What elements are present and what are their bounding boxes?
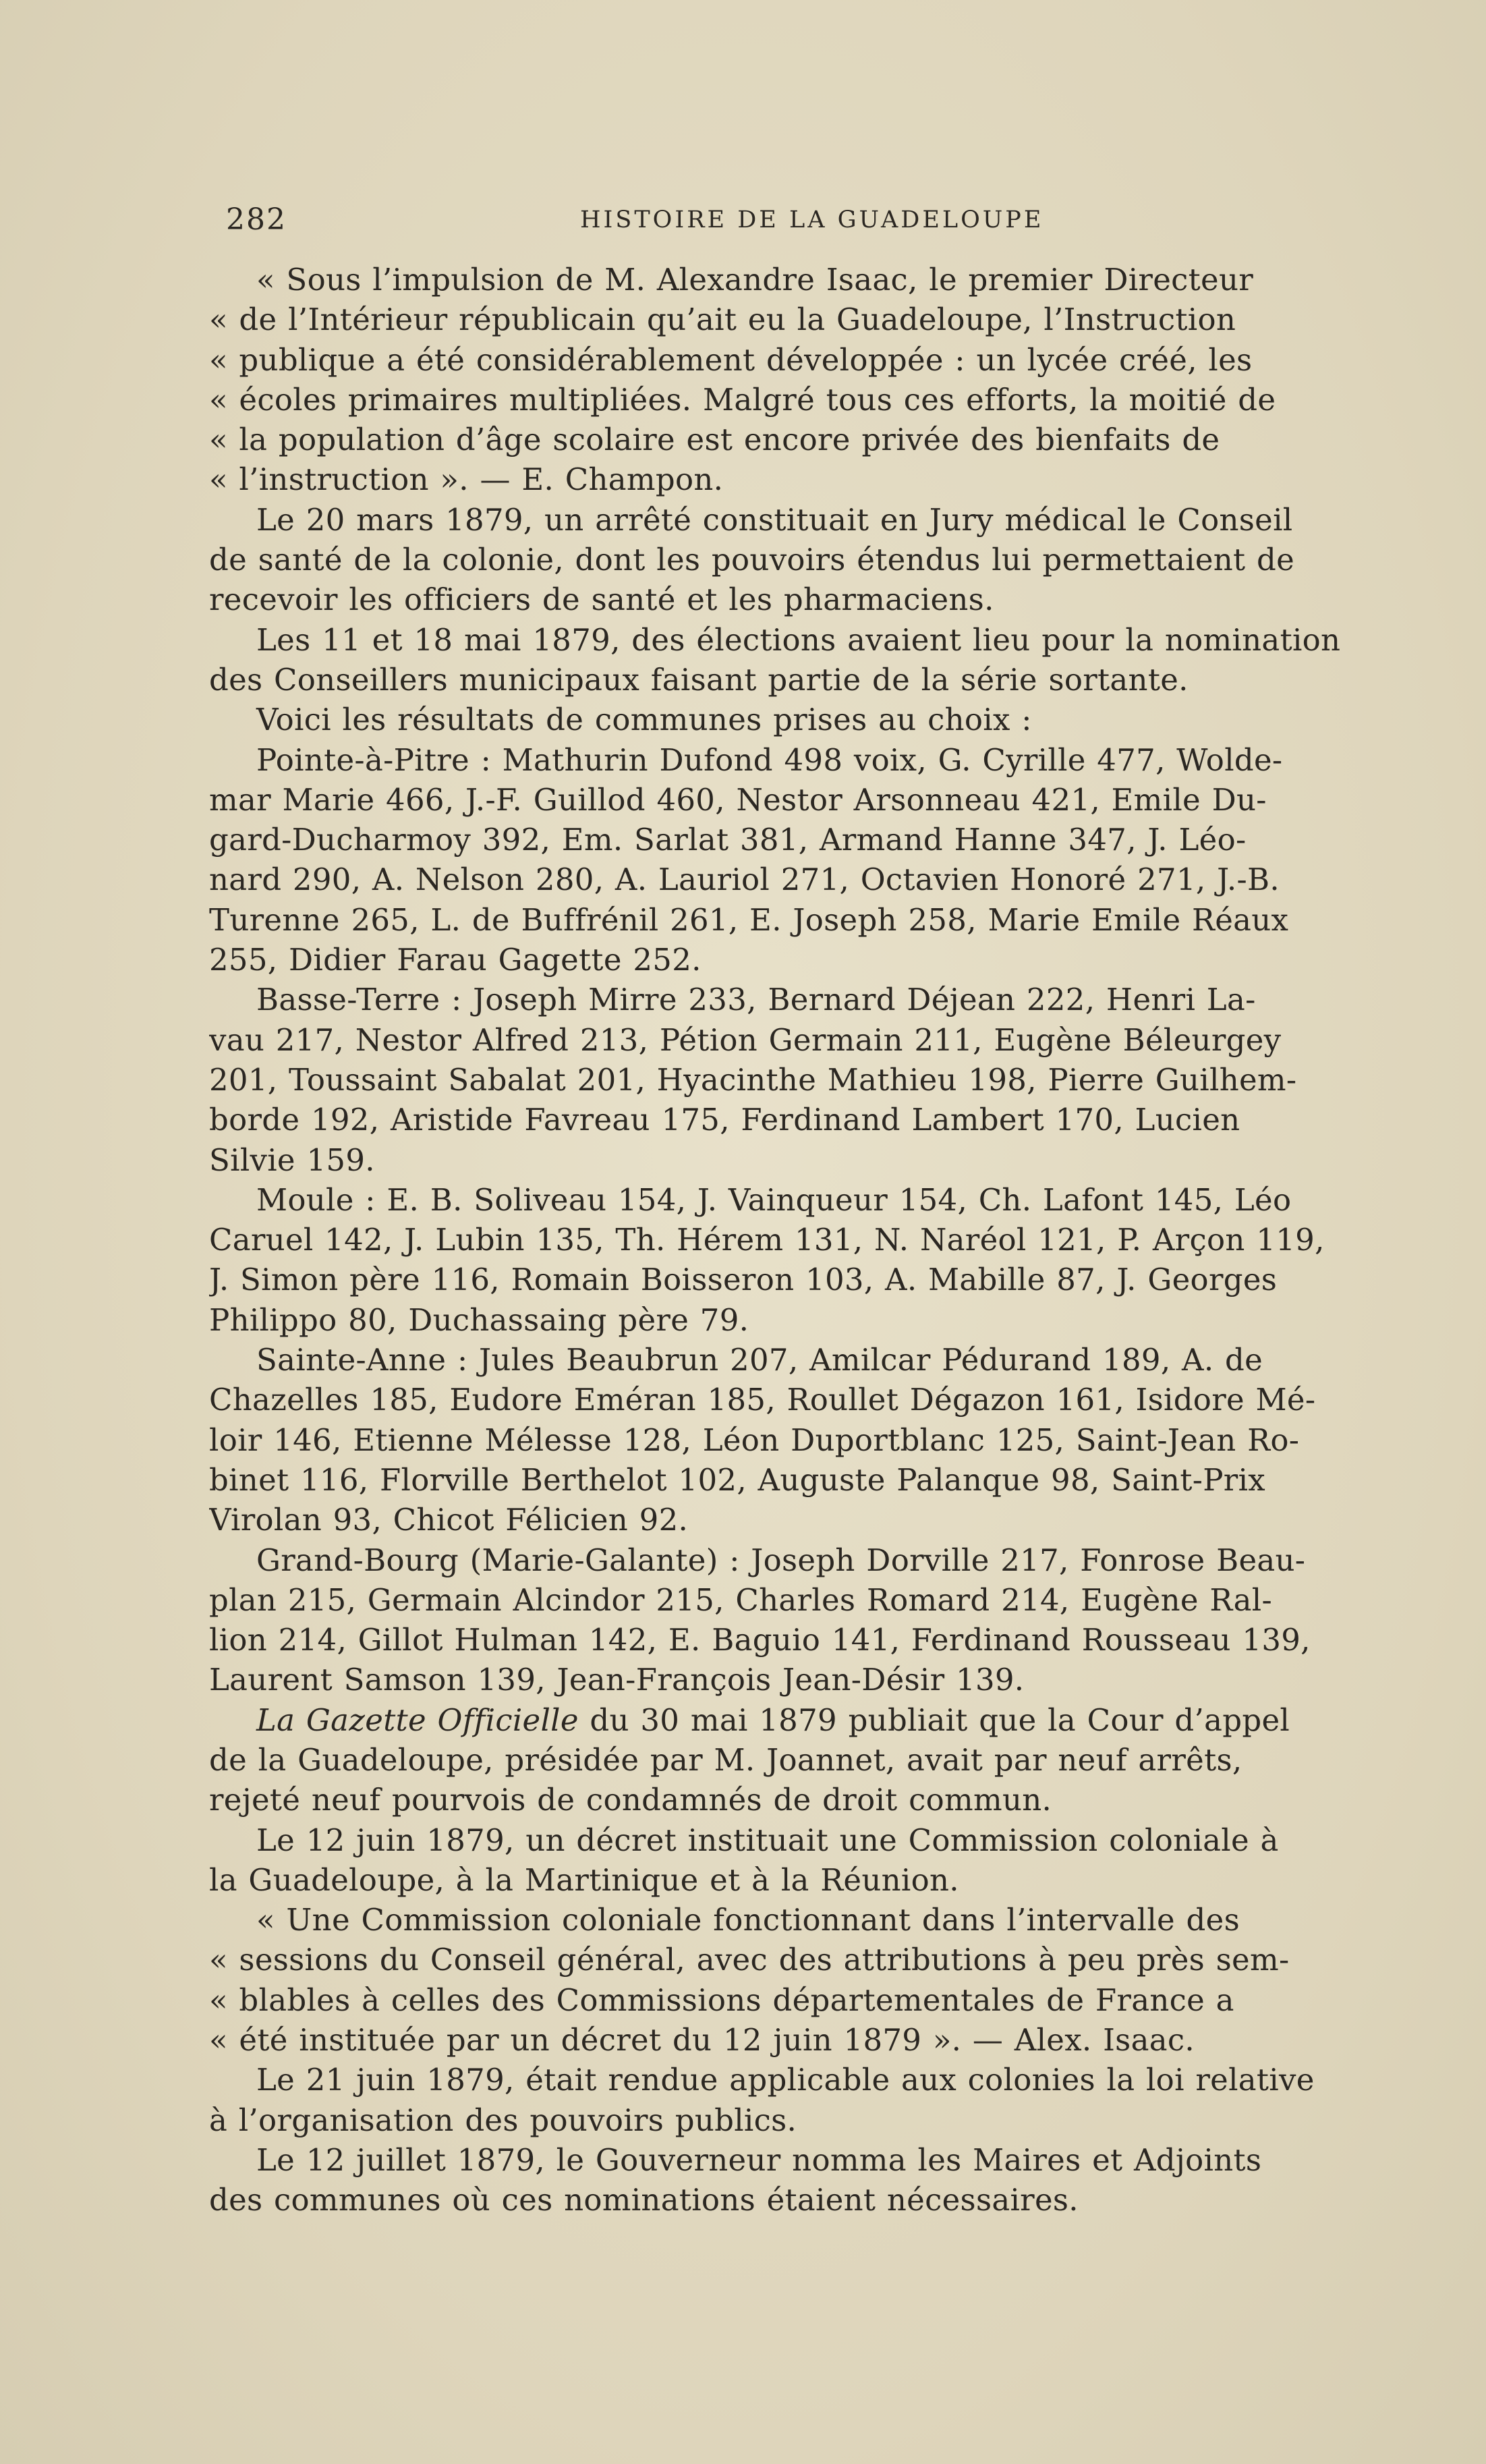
- page-number: 282: [226, 202, 287, 237]
- text-span: Voici les résultats de communes prises au choix :: [256, 702, 1032, 738]
- text-line: [209, 1100, 1423, 1140]
- text-line: [209, 1020, 1423, 1060]
- text-span: Pointe-à-Pitre : Mathurin Dufond 498 voix, G. Cyrille 477, Wolde-: [256, 741, 1283, 778]
- text-line: [209, 660, 1423, 700]
- text-span: 201, Toussaint Sabalat 201, Hyacinthe Mathieu 198, Pierre Guilhem-: [209, 1061, 1297, 1098]
- text-span: loir 146, Etienne Mélesse 128, Léon Duportblanc 125, Saint-Jean Ro-: [209, 1422, 1300, 1458]
- text-span: de santé de la colonie, dont les pouvoirs étendus lui permettaient de: [209, 542, 1295, 578]
- text-span: nard 290, A. Nelson 280, A. Lauriol 271, Octavien Honoré 271, J.-B.: [209, 862, 1280, 898]
- text-span: gard-Ducharmoy 392, Em. Sarlat 381, Armand Hanne 347, J. Léo-: [209, 822, 1247, 858]
- text-line: [209, 820, 1423, 860]
- text-span: de la Guadeloupe, présidée par M. Joannet, avait par neuf arrêts,: [209, 1741, 1242, 1778]
- text-line: [209, 1340, 1423, 1380]
- text-line: [209, 1860, 1423, 1900]
- text-span: Laurent Samson 139, Jean-François Jean-Désir 139.: [209, 1662, 1025, 1698]
- text-line: [209, 1380, 1423, 1420]
- text-span: « publique a été considérablement développée : un lycée créé, les: [209, 341, 1253, 378]
- text-span: Philippo 80, Duchassaing père 79.: [209, 1301, 749, 1338]
- text-span: plan 215, Germain Alcindor 215, Charles Romard 214, Eugène Ral-: [209, 1581, 1272, 1618]
- text-span: Caruel 142, J. Lubin 135, Th. Hérem 131, N. Naréol 121, P. Arçon 119,: [209, 1222, 1325, 1258]
- text-span: la Guadeloupe, à la Martinique et à la Réunion.: [209, 1861, 959, 1898]
- text-span: Moule : E. B. Soliveau 154, J. Vainqueur 154, Ch. Lafont 145, Léo: [256, 1181, 1292, 1218]
- text-line: [209, 1260, 1423, 1299]
- text-line: [209, 1980, 1423, 2020]
- text-line: [209, 540, 1423, 580]
- italic-title-span: La Gazette Officielle: [256, 1702, 579, 1738]
- text-line: [209, 1500, 1423, 1540]
- text-span: borde 192, Aristide Favreau 175, Ferdinand Lambert 170, Lucien: [209, 1102, 1240, 1138]
- text-span: « Sous l’impulsion de M. Alexandre Isaac, le premier Directeur: [256, 262, 1254, 298]
- text-span: Silvie 159.: [209, 1142, 375, 1178]
- text-span: des Conseillers municipaux faisant partie de la série sortante.: [209, 661, 1189, 698]
- text-span: lion 214, Gillot Hulman 142, E. Baguio 141, Ferdinand Rousseau 139,: [209, 1622, 1311, 1658]
- text-line: [209, 860, 1423, 899]
- text-span: Virolan 93, Chicot Félicien 92.: [209, 1502, 689, 1538]
- text-line: [209, 1580, 1423, 1620]
- text-line: [209, 420, 1423, 459]
- text-span: « Une Commission coloniale fonctionnant dans l’intervalle des: [256, 1902, 1240, 1938]
- text-line: [209, 2020, 1423, 2060]
- text-span: « sessions du Conseil général, avec des attributions à peu près sem-: [209, 1942, 1290, 1978]
- text-span: recevoir les officiers de santé et les pharmaciens.: [209, 582, 994, 618]
- text-line: [209, 1740, 1423, 1780]
- text-line: [209, 1420, 1423, 1460]
- text-line: [209, 380, 1423, 420]
- text-span: « été instituée par un décret du 12 juin 1879 ». — Alex. Isaac.: [209, 2022, 1195, 2059]
- text-span: « écoles primaires multipliées. Malgré tous ces efforts, la moitié de: [209, 381, 1276, 418]
- text-span: J. Simon père 116, Romain Boisseron 103, A. Mabille 87, J. Georges: [209, 1262, 1278, 1298]
- text-span: Grand-Bourg (Marie-Galante) : Joseph Dorville 217, Fonrose Beau-: [256, 1542, 1306, 1578]
- text-body: [209, 260, 1423, 2220]
- text-line: [209, 1700, 1423, 1740]
- text-span: mar Marie 466, J.-F. Guillod 460, Nestor Arsonneau 421, Emile Du-: [209, 781, 1267, 818]
- text-line: [209, 260, 1423, 300]
- text-line: [209, 2100, 1423, 2140]
- text-line: [209, 2060, 1423, 2100]
- text-line: [209, 900, 1423, 940]
- text-span: à l’organisation des pouvoirs publics.: [209, 2102, 797, 2138]
- text-line: [209, 1140, 1423, 1180]
- text-line: [209, 700, 1423, 739]
- text-line: [209, 1060, 1423, 1100]
- text-line: [209, 1220, 1423, 1260]
- text-line: [209, 1940, 1423, 1980]
- text-line: [209, 780, 1423, 820]
- text-line: [209, 2180, 1423, 2220]
- text-line: [209, 2140, 1423, 2180]
- text-line: [209, 1820, 1423, 1860]
- page-header: [226, 202, 1413, 243]
- text-line: [209, 1660, 1423, 1700]
- text-line: [209, 620, 1423, 660]
- text-line: [209, 980, 1423, 1019]
- text-span: « de l’Intérieur républicain qu’ait eu la Guadeloupe, l’Instruction: [209, 302, 1236, 338]
- text-line: [209, 1900, 1423, 1940]
- text-span: « l’instruction ». — E. Champon.: [209, 461, 724, 498]
- text-line: [209, 1300, 1423, 1340]
- text-span: Chazelles 185, Eudore Eméran 185, Roullet Dégazon 161, Isidore Mé-: [209, 1382, 1316, 1418]
- text-line: [209, 300, 1423, 339]
- text-span: 255, Didier Farau Gagette 252.: [209, 942, 702, 978]
- text-span: du 30 mai 1879 publiait que la Cour d’appel: [578, 1702, 1290, 1738]
- running-title: HISTOIRE DE LA GUADELOUPE: [580, 206, 1044, 233]
- text-line: [209, 1540, 1423, 1580]
- text-span: des communes où ces nominations étaient nécessaires.: [209, 2182, 1079, 2218]
- text-line: [209, 940, 1423, 980]
- text-line: [209, 340, 1423, 380]
- text-line: [209, 459, 1423, 499]
- text-line: [209, 1180, 1423, 1220]
- text-span: « blables à celles des Commissions départementales de France a: [209, 1982, 1234, 2018]
- text-span: Le 21 juin 1879, était rendue applicable aux colonies la loi relative: [256, 2062, 1315, 2098]
- text-line: [209, 1460, 1423, 1500]
- text-span: binet 116, Florville Berthelot 102, Auguste Palanque 98, Saint-Prix: [209, 1461, 1265, 1498]
- text-span: Turenne 265, L. de Buffrénil 261, E. Joseph 258, Marie Emile Réaux: [209, 901, 1289, 938]
- text-span: rejeté neuf pourvois de condamnés de droit commun.: [209, 1782, 1052, 1818]
- text-span: Sainte-Anne : Jules Beaubrun 207, Amilcar Pédurand 189, A. de: [256, 1342, 1263, 1378]
- text-span: Le 12 juillet 1879, le Gouverneur nomma les Maires et Adjoints: [256, 2141, 1262, 2178]
- text-line: [209, 1620, 1423, 1660]
- text-line: [209, 1780, 1423, 1820]
- text-span: Basse-Terre : Joseph Mirre 233, Bernard Déjean 222, Henri La-: [256, 982, 1256, 1018]
- text-span: Le 12 juin 1879, un décret instituait une Commission coloniale à: [256, 1822, 1279, 1858]
- text-span: vau 217, Nestor Alfred 213, Pétion Germain 211, Eugène Béleurgey: [209, 1021, 1282, 1058]
- text-line: [209, 500, 1423, 540]
- text-line: [209, 580, 1423, 619]
- text-span: Le 20 mars 1879, un arrêté constituait en Jury médical le Conseil: [256, 501, 1293, 538]
- text-line: [209, 740, 1423, 780]
- text-span: Les 11 et 18 mai 1879, des élections avaient lieu pour la nomination: [256, 621, 1341, 658]
- text-span: « la population d’âge scolaire est encore privée des bienfaits de: [209, 422, 1220, 458]
